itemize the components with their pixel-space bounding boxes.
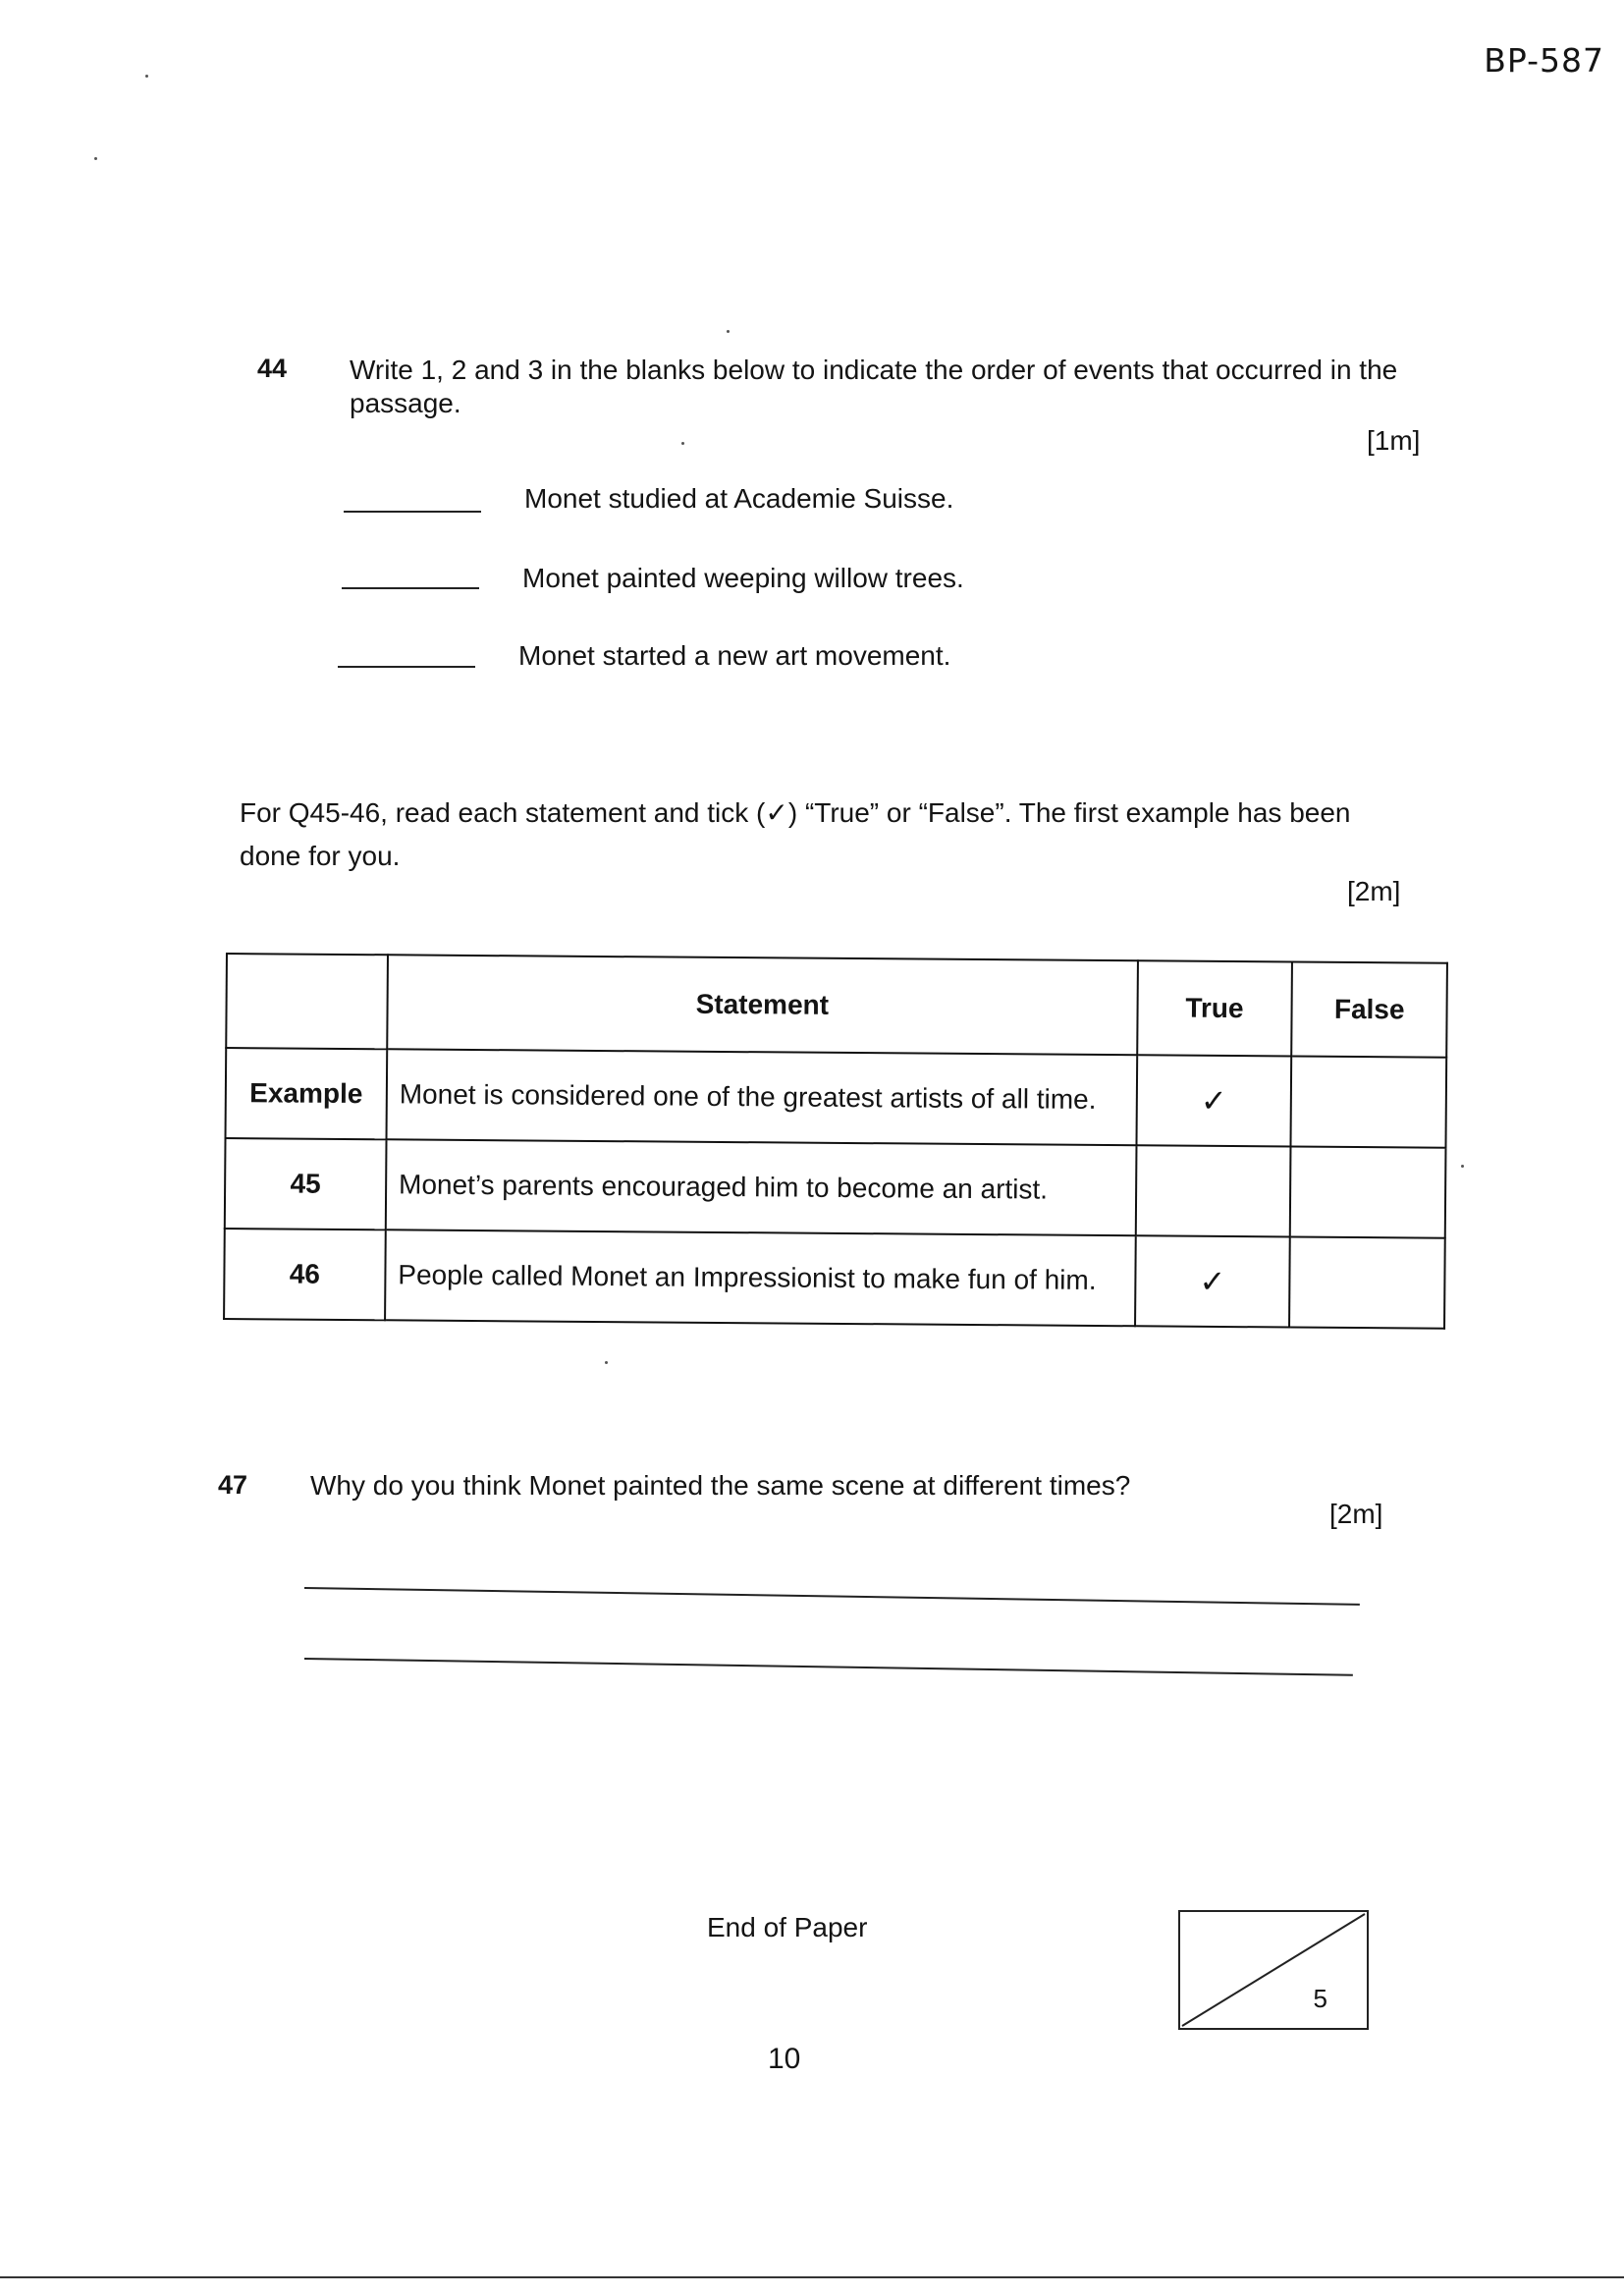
- table-header-label: [226, 954, 388, 1049]
- score-diagonal-icon: [1180, 1912, 1367, 2028]
- false-cell[interactable]: [1290, 1147, 1445, 1238]
- question-47-marks: [2m]: [1329, 1499, 1383, 1529]
- answer-blank-2[interactable]: [342, 587, 479, 589]
- true-false-marks: [2m]: [1347, 876, 1401, 906]
- row-label: Example: [226, 1048, 388, 1139]
- table-header-statement: Statement: [387, 955, 1137, 1055]
- row-label: 46: [224, 1229, 386, 1320]
- true-cell[interactable]: [1135, 1145, 1290, 1236]
- table-header-row: [226, 954, 1447, 1058]
- scan-speck: [1461, 1165, 1464, 1168]
- row-label: 45: [225, 1138, 387, 1230]
- scan-speck: [681, 442, 684, 445]
- answer-blank-1[interactable]: [344, 511, 481, 513]
- true-false-instructions: For Q45-46, read each statement and tick (✓) “True” or “False”. The first example has been done for you.: [240, 797, 1351, 871]
- scan-speck: [727, 330, 730, 333]
- true-false-table: [223, 953, 1448, 1330]
- page-number: 10: [768, 2043, 801, 2075]
- row-statement: People called Monet an Impressionist to make fun of him.: [385, 1230, 1135, 1326]
- scan-speck: [94, 157, 97, 160]
- event-option-3: Monet started a new art movement.: [518, 640, 951, 671]
- event-option-1: Monet studied at Academie Suisse.: [524, 483, 954, 514]
- answer-line-2[interactable]: [304, 1658, 1353, 1676]
- answer-line-1[interactable]: [304, 1587, 1360, 1606]
- paper-code: BP-587: [1484, 41, 1604, 80]
- question-47-text: Why do you think Monet painted the same scene at different times?: [310, 1470, 1131, 1501]
- table-row: [226, 1048, 1447, 1148]
- scan-edge-line: [0, 2276, 1624, 2278]
- scan-speck: [145, 75, 148, 78]
- score-box: [1178, 1910, 1369, 2030]
- false-cell[interactable]: [1291, 1057, 1446, 1148]
- table-header-true: True: [1137, 960, 1292, 1056]
- end-of-paper: End of Paper: [707, 1912, 868, 1942]
- question-44-text: Write 1, 2 and 3 in the blanks below to indicate the order of events that occurred in the passage.: [350, 355, 1398, 418]
- table-header-false: False: [1291, 962, 1446, 1058]
- table-row: [225, 1138, 1446, 1238]
- row-statement: Monet is considered one of the greatest artists of all time.: [386, 1049, 1136, 1145]
- scan-speck: [605, 1361, 608, 1364]
- question-44-marks: [1m]: [1367, 425, 1421, 456]
- row-statement: Monet’s parents encouraged him to become an artist.: [386, 1139, 1136, 1235]
- false-cell[interactable]: [1289, 1237, 1444, 1329]
- true-cell[interactable]: ✓: [1135, 1235, 1290, 1327]
- question-44-number: 44: [257, 354, 288, 383]
- true-cell[interactable]: ✓: [1136, 1055, 1291, 1146]
- score-total: 5: [1313, 1984, 1327, 2013]
- question-47-number: 47: [218, 1470, 248, 1500]
- table-row: [224, 1229, 1445, 1329]
- event-option-2: Monet painted weeping willow trees.: [522, 563, 964, 593]
- answer-blank-3[interactable]: [338, 666, 475, 668]
